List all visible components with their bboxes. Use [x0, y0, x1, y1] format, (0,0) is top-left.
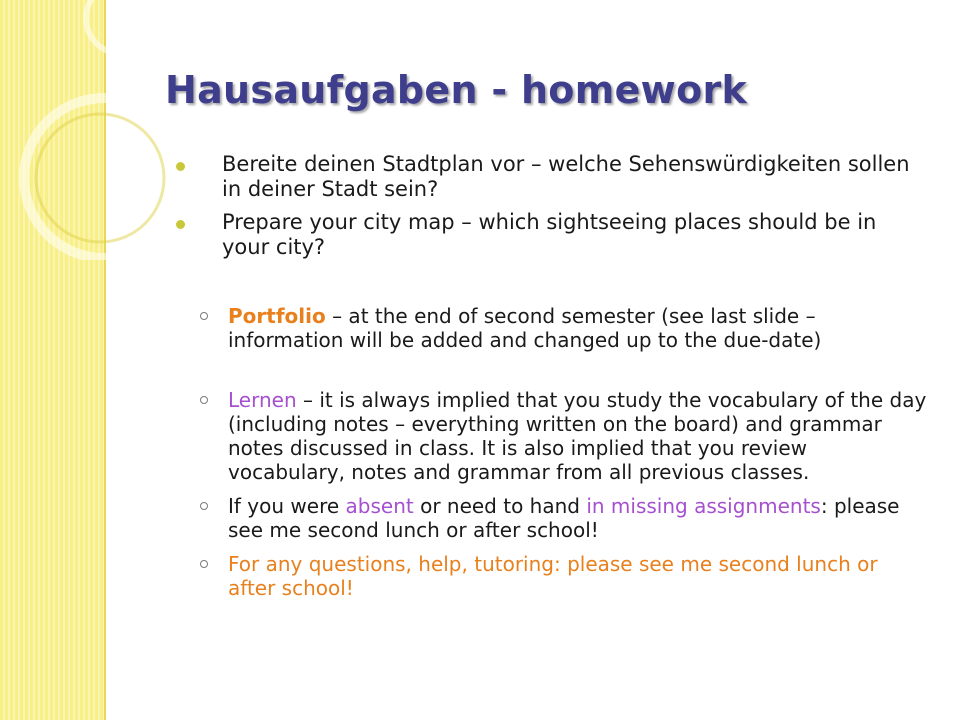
absent-prefix: If you were [228, 494, 346, 518]
slide-content [170, 152, 930, 600]
bullet-dot-icon [176, 162, 185, 171]
bullet-text: Bereite deinen Stadtplan vor – welche Sehenswürdigkeiten sollen in deiner Stadt sein? [222, 152, 910, 201]
sub-bullet-questions [170, 552, 930, 600]
absent-middle: or need to hand [413, 494, 587, 518]
missing-assignments-highlight: in missing assignments [586, 494, 821, 518]
ring-bullet-icon [200, 312, 208, 320]
absent-suffix: : please see me second lunch or after school! [228, 494, 900, 542]
lernen-label: Lernen [228, 388, 297, 412]
sub-bullet-absent [170, 494, 930, 542]
sub-bullet-lernen [170, 388, 930, 484]
slide-title: Hausaufgaben - homework [165, 68, 748, 112]
bullet-german [170, 152, 930, 202]
ring-bullet-icon [200, 560, 208, 568]
lernen-text: – it is always implied that you study the vocabulary of the day (including notes – everything written on the board) and grammar notes discussed in class. It is also implied that you review vocabulary, notes and grammar from all previous classes. [228, 388, 927, 484]
ring-bullet-icon [200, 502, 208, 510]
bullet-text: Prepare your city map – which sightseeing places should be in your city? [222, 210, 877, 259]
ring-bullet-icon [200, 396, 208, 404]
questions-text: For any questions, help, tutoring: please see me second lunch or after school! [228, 552, 878, 600]
sub-bullet-portfolio [170, 304, 930, 352]
absent-highlight: absent [345, 494, 414, 518]
bullet-english [170, 210, 930, 260]
portfolio-text: – at the end of second semester (see last slide – information will be added and changed up to the due-date) [228, 304, 822, 352]
bullet-dot-icon [176, 220, 185, 229]
portfolio-label: Portfolio [228, 304, 326, 328]
